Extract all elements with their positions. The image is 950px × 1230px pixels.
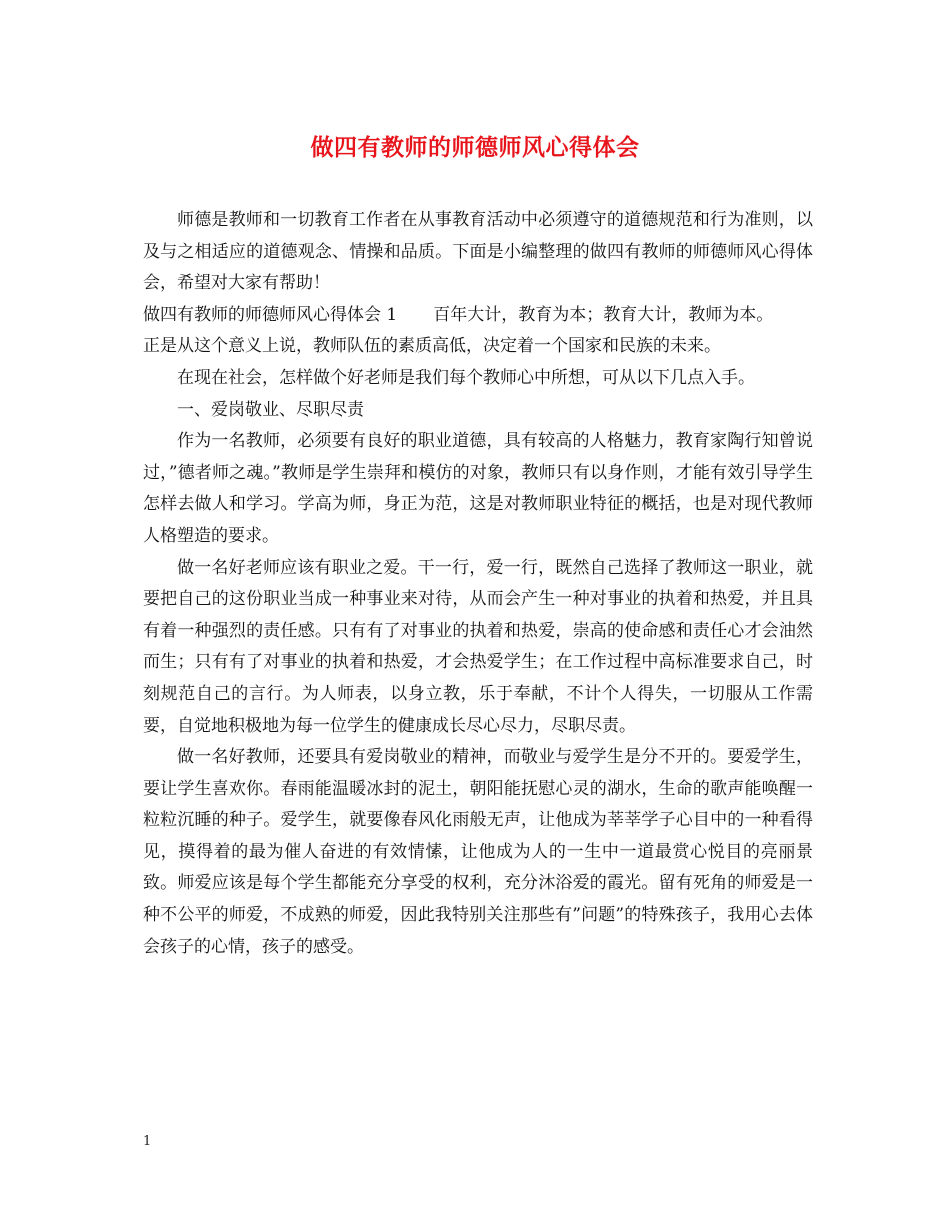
document-body xyxy=(143,205,813,963)
section-label: 做四有教师的师德师风心得体会 1 xyxy=(143,304,398,325)
section-heading-line xyxy=(143,300,813,332)
body-paragraph: 作为一名教师，必须要有良好的职业道德，具有较高的人格魅力，教育家陶行知曾说过，”德者师之魂。”教师是学生崇拜和模仿的对象，教师只有以身作则，才能有效引导学生怎样去做人和学习。学高为师，身正为范，这是对教师职业特征的概括，也是对现代教师人格塑造的要求。 xyxy=(143,431,813,546)
subsection-heading: 一、爱岗敬业、尽职尽责 xyxy=(177,399,364,420)
body-paragraph: 在现在社会，怎样做个好老师是我们每个教师心中所想，可从以下几点入手。 xyxy=(177,367,755,388)
page-number: 1 xyxy=(143,1134,152,1149)
body-paragraph: 做一名好老师应该有职业之爱。干一行，爱一行，既然自己选择了教师这一职业，就要把自己的这份职业当成一种事业来对待，从而会产生一种对事业的执着和热爱，并且具有着一种强烈的责任感。只有有了对事业的执着和热爱，崇高的使命感和责任心才会油然而生；只有有了对事业的执着和热爱，才会热爱学生；在工作过程中高标准要求自己，时刻规范自己的言行。为人师表，以身立教，乐于奉献，不计个人得失，一切服从工作需要，自觉地积极地为每一位学生的健康成长尽心尽力，尽职尽责。 xyxy=(143,557,813,736)
intro-paragraph: 师德是教师和一切教育工作者在从事教育活动中必须遵守的道德规范和行为准则，以及与之相适应的道德观念、情操和品质。下面是小编整理的做四有教师的师德师风心得体会，希望对大家有帮助！ xyxy=(143,210,813,294)
body-paragraph: 正是从这个意义上说，教师队伍的素质高低，决定着一个国家和民族的未来。 xyxy=(143,336,721,357)
section-lead-text: 百年大计，教育为本；教育大计，教师为本。 xyxy=(433,304,774,325)
body-paragraph: 做一名好教师，还要具有爱岗敬业的精神，而敬业与爱学生是分不开的。要爱学生，要让学生喜欢你。春雨能温暖冰封的泥土，朝阳能抚慰心灵的湖水，生命的歌声能唤醒一粒粒沉睡的种子。爱学生，就要像春风化雨般无声，让他成为莘莘学子心目中的一种看得见，摸得着的最为催人奋进的有效情愫，让他成为人的一生中一道最赏心悦目的亮丽景致。师爱应该是每个学生都能充分享受的权利，充分沐浴爱的霞光。留有死角的师爱是一种不公平的师爱，不成熟的师爱，因此我特别关注那些有”问题”的特殊孩子，我用心去体会孩子的心情，孩子的感受。 xyxy=(143,747,813,957)
document-title: 做四有教师的师德师风心得体会 xyxy=(310,134,640,161)
